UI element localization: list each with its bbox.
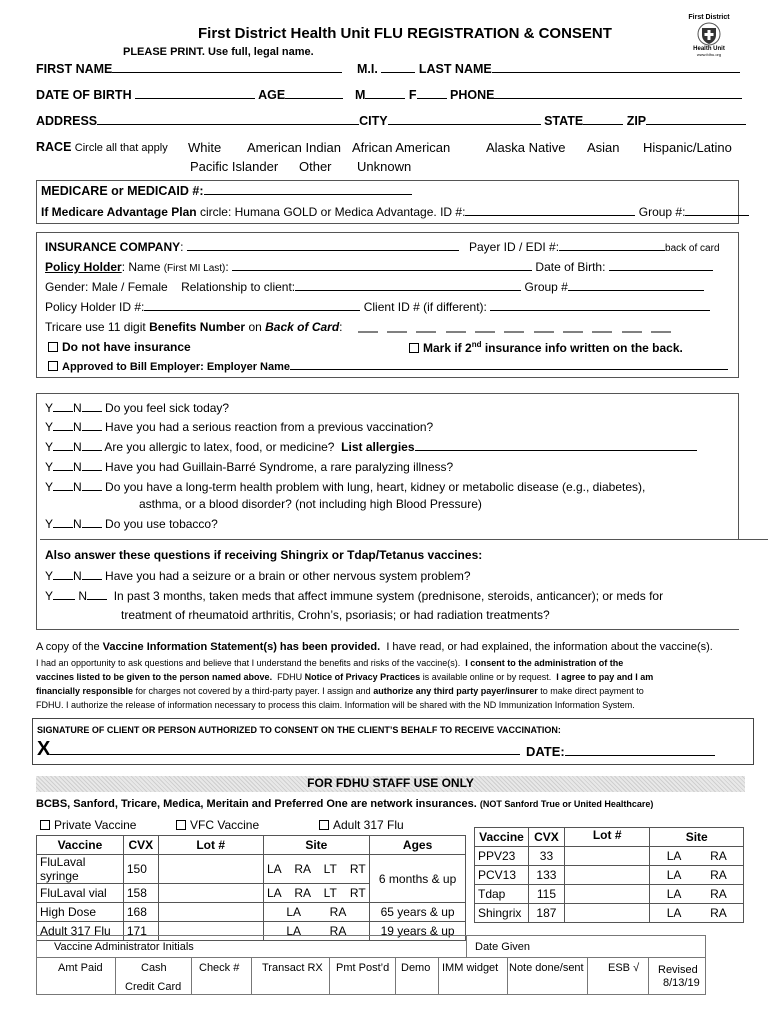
question-row: Y N Have you had a serious reaction from a previous vaccination? [45,420,434,434]
payer-id-row [469,240,720,254]
adult317-option[interactable]: Adult 317 Flu [319,818,404,832]
relationship-field[interactable] [295,280,521,291]
race-hint: Circle all that apply [74,142,168,154]
dob-field[interactable] [135,88,255,99]
cvx-cell: 133 [528,866,564,885]
signature-x: X [37,738,51,760]
dob-row [36,88,343,102]
question-text-continued: asthma, or a blood disorder? (not including high Blood Pressure) [139,497,482,511]
cvx-cell: 158 [123,884,158,903]
advantage-text: circle: Humana GOLD or Medica Advantage. ID #: [199,205,466,219]
lot-cell[interactable] [564,885,650,904]
last-name-label: LAST NAME [418,62,492,76]
race-option-asian[interactable]: Asian [587,140,620,155]
no-field[interactable] [82,420,102,431]
shingrix-heading: Also answer these questions if receiving Shingrix or Tdap/Tetanus vaccines: [45,548,483,562]
address-field[interactable] [97,114,359,125]
phone-label: PHONE [450,88,495,102]
signature-date-row [526,744,715,759]
race-option-unknown[interactable]: Unknown [357,159,412,174]
vfc-vaccine-option[interactable]: VFC Vaccine [176,818,259,832]
revised-date: 8/13/19 [663,977,700,989]
adult317-checkbox[interactable] [319,820,329,830]
cash-label[interactable]: Cash [141,962,167,974]
female-label: F [408,88,417,102]
lot-cell[interactable] [158,884,263,903]
second-insurance-sup: nd [471,340,482,349]
client-id-label: Client ID # (if different): [363,300,487,314]
staff-banner [36,776,745,792]
insurance-company-row: INSURANCE COMPANY: [45,240,459,254]
check-label: Check # [199,962,240,974]
cvx-cell: 168 [123,903,158,922]
yes-field[interactable] [53,440,73,451]
consent-line-5: FDHU. I authorize the release of information necessary to process this claim. Information will be shared with the ND Immunization Information System. [36,700,635,710]
no-field[interactable] [82,401,102,412]
vaccine-cell: FluLaval vial [37,884,124,903]
vaccine-cell: FluLaval syringe [37,855,124,884]
demo-label: Demo [401,962,431,974]
no-insurance-label: Do not have insurance [62,340,191,354]
question-text: Have you had a serious reaction from a previous vaccination? [105,420,434,434]
revised-label: Revised [658,964,698,976]
vaccine-cell: Tdap [475,885,529,904]
networks-text: BCBS, Sanford, Tricare, Medica, Meritain and Preferred One are network insurances. [36,798,477,810]
allergies-label: List allergies [341,440,415,454]
vaccine-cell: Shingrix [475,904,529,923]
holder-name-label: : Name [121,260,161,274]
mi-field[interactable] [381,62,415,73]
logo-url: www.fdhu.org [696,52,722,57]
yes-field[interactable] [53,401,73,412]
zip-field[interactable] [646,114,746,125]
city-field[interactable] [388,114,541,125]
last-name-field[interactable] [492,62,740,73]
address-label: ADDRESS [36,114,98,128]
col-site: Site [263,836,370,855]
second-insurance-label-b: insurance info written on the back [484,341,680,355]
footer-col-divider [587,957,588,995]
question-text: Have you had Guillain-Barré Syndrome, a rare paralyzing illness? [105,460,454,474]
question-row: Y N Have you had Guillain-Barré Syndrome, a rare paralyzing illness? [45,460,454,474]
relationship-label: Relationship to client: [181,280,296,294]
site-cell[interactable]: LA RA LT RT [263,884,370,903]
tricare-label-b: Benefits Number [149,320,246,334]
race-option-other[interactable]: Other [299,159,332,174]
staff-banner-label: FOR FDHU STAFF USE ONLY [307,776,474,790]
vaccine-cell: PPV23 [475,847,529,866]
footer-col-divider [507,957,508,995]
footer-col-divider [115,957,116,995]
pmt-posted-label: Pmt Post’d [336,962,390,974]
footer-col-divider [251,957,252,995]
no-field[interactable] [82,440,102,451]
race-option-american-indian[interactable]: American Indian [247,140,341,155]
no-insurance-checkbox[interactable] [48,342,58,352]
holder-group-field[interactable] [568,280,704,291]
site-cell[interactable]: LA RA [650,904,744,923]
question-row: Y N Do you feel sick today? [45,401,230,415]
policy-holder-row: Policy Holder: Name (First MI Last): Date of Birth: [45,260,713,274]
no-insurance-row[interactable] [48,340,191,354]
medicare-advantage-row [41,205,749,219]
col-lot: Lot # [564,828,650,847]
first-name-row [36,62,342,76]
lot-cell[interactable] [158,903,263,922]
lot-cell[interactable] [158,855,263,884]
holder-name-field[interactable] [232,260,532,271]
vfc-vaccine-checkbox[interactable] [176,820,186,830]
site-cell[interactable]: LA RA [650,847,744,866]
question-row: Y N Do you have a long-term health problem with lung, heart, kidney or metabolic disease (e.g., diabetes), [45,480,646,494]
first-name-label: FIRST NAME [36,62,113,76]
employer-checkbox[interactable] [48,361,58,371]
networks-row [36,798,653,810]
ages-cell: 19 years & up [370,922,466,941]
logo-bottom-text: Health Unit [693,46,725,52]
yes-field[interactable] [53,420,73,431]
admin-row-divider [36,957,706,958]
question-text: Do you use tobacco? [105,517,218,531]
holder-gender-label[interactable]: Gender: Male / Female [45,280,168,294]
advantage-group-field[interactable] [685,205,749,216]
state-field[interactable] [583,114,623,125]
holder-group-label: Group # [524,280,568,294]
insurance-company-label: INSURANCE COMPANY [45,240,181,254]
mi-label: M.I. [357,62,378,76]
footer-col-divider [438,957,439,995]
advantage-label: If Medicare Advantage Plan [41,205,197,219]
race-option-hispanic[interactable]: Hispanic/Latino [643,140,732,155]
male-label: M [355,88,366,102]
logo [676,14,742,64]
yes-field[interactable] [53,460,73,471]
yes-field[interactable] [53,589,75,600]
medicare-label: MEDICARE or MEDICAID #: [41,184,204,198]
cvx-cell: 115 [528,885,564,904]
question-text-continued: treatment of rheumatoid arthritis, Crohn’s, psoriasis; or had radiation treatments? [121,608,550,622]
tricare-label-d: Back of Card [265,320,340,334]
date-given-label: Date Given [475,941,531,953]
age-label: AGE [258,88,286,102]
question-row: Y N Do you use tobacco? [45,517,218,531]
address-row [36,114,746,128]
footer-col-divider [648,957,649,995]
no-field[interactable] [82,569,102,580]
ages-cell: 6 months & up [370,855,466,903]
consent-line-4: financially responsible for charges not covered by a third-party payer. I assign and authorize any third party payer/insurer to make direct payment to [36,686,644,696]
table-row [475,904,744,923]
other-vaccine-table [474,827,744,923]
page-subtitle: PLEASE PRINT. Use full, legal name. [123,46,314,58]
no-field[interactable] [82,517,102,528]
site-cell[interactable]: LA RA LT RT [263,855,370,884]
col-ages: Ages [370,836,466,855]
question-row: Y N Have you had a seizure or a brain or other nervous system problem? [45,569,471,583]
table-header-row [475,828,744,847]
phone-field[interactable] [494,88,742,99]
site-cell[interactable]: LA RA [650,866,744,885]
question-row: Y N Are you allergic to latex, food, or medicine? List allergies [45,440,697,454]
holder-dob-field[interactable] [609,260,713,271]
mi-row [357,62,740,76]
note-done-label: Note done/sent [509,962,584,974]
networks-note: (NOT Sanford True or United Healthcare) [479,799,654,809]
footer-col-divider [395,957,396,995]
dob-label: DATE OF BIRTH [36,88,132,102]
signature-field[interactable] [50,739,520,755]
no-field[interactable] [87,589,107,600]
flu-vaccine-table [36,835,466,941]
no-field[interactable] [82,480,102,491]
employer-field[interactable] [290,359,728,370]
lot-cell[interactable] [564,847,650,866]
race-label: RACE [36,140,72,154]
signature-date-field[interactable] [565,745,715,756]
tricare-digit-lines [358,320,682,333]
col-vaccine: Vaccine [37,836,124,855]
medicare-field[interactable] [204,184,412,195]
allergies-field[interactable] [415,440,697,451]
race-option-white[interactable]: White [188,140,222,155]
question-row: Y N In past 3 months, taken meds that affect immune system (prednisone, steroids, anticancer); or meds for [45,589,664,603]
city-label: CITY [359,114,388,128]
question-text: Have you had a seizure or a brain or other nervous system problem? [105,569,471,583]
imm-widget-label: IMM widget [442,962,499,974]
medicare-row [41,184,412,198]
employer-label: Approved to Bill Employer: Employer Name [62,361,290,373]
vaccine-cell: Adult 317 Flu [37,922,124,941]
second-insurance-row[interactable]: Mark if 2nd insurance info written on the back. [409,340,683,355]
cvx-cell: 171 [123,922,158,941]
table-header-row [37,836,466,855]
consent-line-3: vaccines listed to be given to the person named above. FDHU Notice of Privacy Practices is available online or by request. I agree to pay and I am [36,672,654,682]
back-of-card-note: back of card [665,243,720,254]
tricare-digit-blanks[interactable] [358,320,682,333]
footer-col-divider [191,957,192,995]
credit-card-label[interactable]: Credit Card [125,981,182,993]
advantage-group-label: Group #: [638,205,686,219]
question-text: In past 3 months, taken meds that affect immune system (prednisone, steroids, anticancer); or meds for [113,589,664,603]
race-option-pacific-islander[interactable]: Pacific Islander [190,159,279,174]
private-vaccine-option[interactable]: Private Vaccine [40,818,136,832]
payer-id-label: Payer ID / EDI #: [469,240,560,254]
questions-divider [40,539,768,540]
race-option-alaska-native[interactable]: Alaska Native [486,140,566,155]
employer-row[interactable] [48,359,728,373]
signature-label: SIGNATURE OF CLIENT OR PERSON AUTHORIZED TO CONSENT ON THE CLIENT’S BEHALF TO RECEIVE VACCINATION: [37,725,561,735]
col-cvx: CVX [528,828,564,847]
esb-label: ESB √ [608,962,640,974]
table-row [475,866,744,885]
second-insurance-label-a: Mark if 2 [423,341,472,355]
second-insurance-checkbox[interactable] [409,343,419,353]
payer-id-field[interactable] [559,240,665,251]
question-text: Do you feel sick today? [105,401,230,415]
table-row [37,855,466,884]
question-text: Do you have a long-term health problem with lung, heart, kidney or metabolic disease (e.g., diabetes), [105,480,646,494]
holder-id-field[interactable] [144,300,360,311]
site-cell[interactable]: LA RA [263,922,370,941]
lot-cell[interactable] [564,904,650,923]
insurance-company-field[interactable] [187,240,459,251]
female-field[interactable] [417,88,447,99]
male-field[interactable] [365,88,405,99]
ages-cell: 65 years & up [370,903,466,922]
yes-field[interactable] [53,517,73,528]
signature-row [37,738,520,761]
policy-holder-label: Policy Holder [45,260,122,274]
age-field[interactable] [285,88,343,99]
cvx-cell: 150 [123,855,158,884]
holder-id-row [45,300,710,314]
vaccine-cell: High Dose [37,903,124,922]
col-cvx: CVX [123,836,158,855]
lot-cell[interactable] [564,866,650,885]
first-name-field[interactable] [112,62,342,73]
question-text: Are you allergic to latex, food, or medicine? [104,440,335,454]
footer-col-divider [329,957,330,995]
logo-top-text: First District [688,14,730,21]
no-field[interactable] [82,460,102,471]
consent-line-1: A copy of the Vaccine Information Statement(s) has been provided. I have read, or had explained, the information about the vaccine(s). [36,641,713,653]
transact-rx-label: Transact RX [262,962,323,974]
cvx-cell: 187 [528,904,564,923]
page-title: First District Health Unit FLU REGISTRATION & CONSENT [198,25,612,42]
race-row [36,140,168,154]
private-vaccine-checkbox[interactable] [40,820,50,830]
vaccine-cell: PCV13 [475,866,529,885]
amt-paid-label: Amt Paid [58,962,103,974]
holder-name-hint: (First MI Last) [163,263,226,274]
tricare-label-a: Tricare use 11 digit [45,320,146,334]
gender-row [45,280,704,294]
cvx-cell: 33 [528,847,564,866]
yes-field[interactable] [53,569,73,580]
consent-line-2: I had an opportunity to ask questions and believe that I understand the benefits and risks of the vaccine(s). I consent to the administration of the [36,658,624,668]
advantage-id-field[interactable] [465,205,635,216]
zip-label: ZIP [626,114,647,128]
yes-field[interactable] [53,480,73,491]
table-row [37,903,466,922]
table-row [475,885,744,904]
col-lot: Lot # [158,836,263,855]
questions-box-edge [738,393,739,539]
col-vaccine: Vaccine [475,828,529,847]
sex-phone-row [355,88,742,102]
tricare-row: Tricare use 11 digit Benefits Number on Back of Card: [45,320,343,334]
state-label: STATE [544,114,584,128]
admin-initials-label: Vaccine Administrator Initials [54,941,194,953]
site-cell[interactable]: LA RA [650,885,744,904]
race-option-african-american[interactable]: African American [352,140,451,155]
table-row [475,847,744,866]
admin-divider [466,935,467,957]
client-id-field[interactable] [490,300,710,311]
col-site: Site [650,828,744,847]
site-cell[interactable]: LA RA [263,903,370,922]
cross-shield-icon [696,22,722,46]
tricare-label-c: on [248,320,262,334]
holder-id-label: Policy Holder ID #: [45,300,145,314]
signature-date-label: DATE: [526,744,565,759]
holder-dob-label: Date of Birth: [535,260,606,274]
